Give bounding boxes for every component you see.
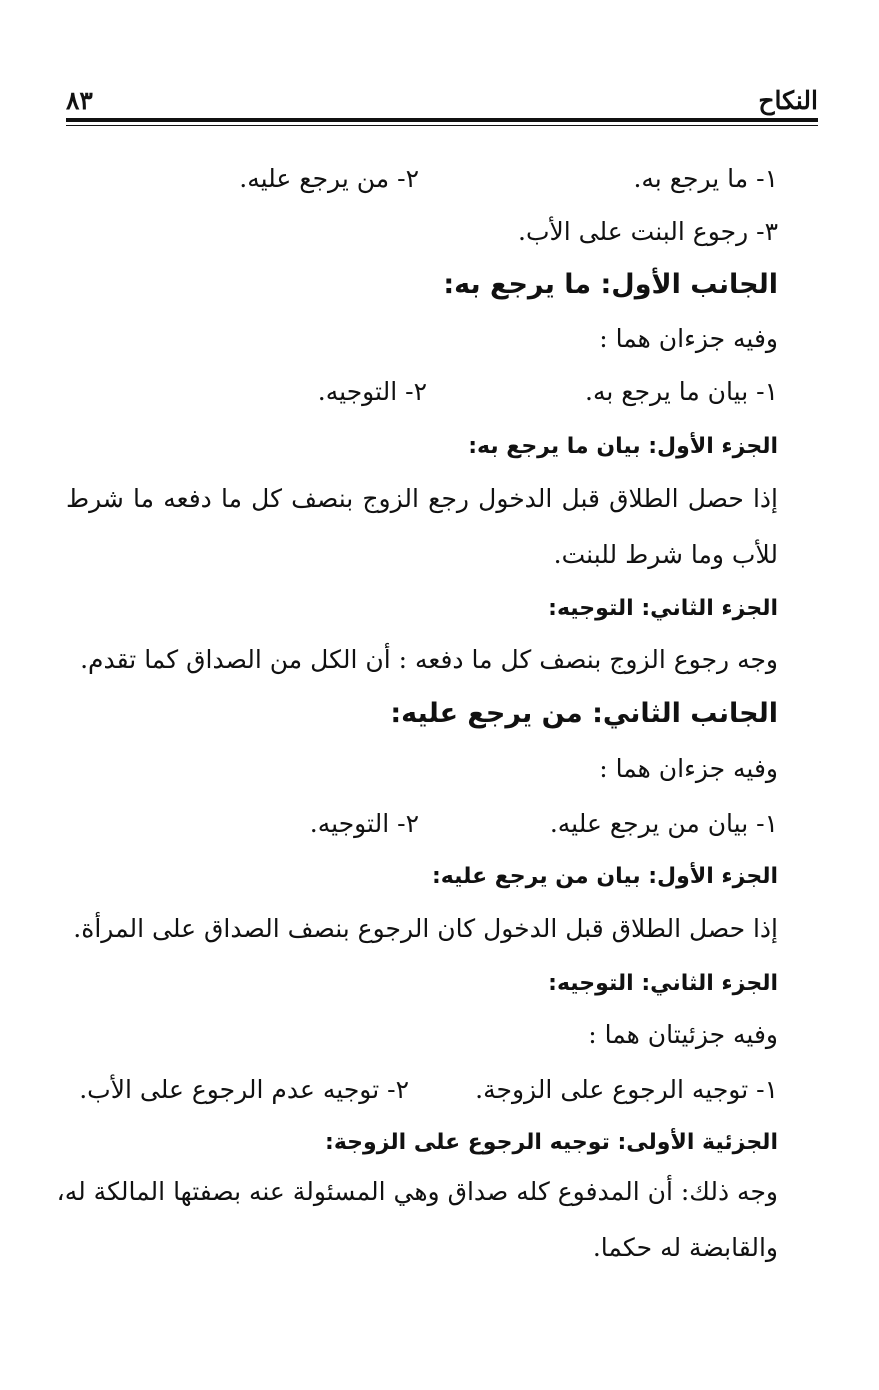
chapter-title: النكاح (758, 86, 818, 115)
list-item: ٣- رجوع البنت على الأب. (518, 217, 778, 246)
subsection-heading: الجزء الأول: بيان من يرجع عليه: (431, 864, 778, 889)
paragraph-line: والقابضة له حكما. (592, 1233, 778, 1262)
list-item: ٢- توجيه عدم الرجوع على الأب. (79, 1075, 409, 1104)
section-heading: الجانب الأول: ما يرجع به: (443, 269, 778, 300)
list-item: ١- توجيه الرجوع على الزوجة. (475, 1075, 778, 1104)
page-number: ٨٣ (66, 86, 93, 115)
paragraph-line: للأب وما شرط للبنت. (553, 540, 778, 569)
subsection-heading: الجزء الأول: بيان ما يرجع به: (468, 434, 778, 459)
page-header (66, 82, 818, 116)
body-line: وفيه جزئيتان هما : (588, 1020, 778, 1049)
list-item: ٢- التوجيه. (309, 809, 419, 838)
paragraph-line: وجه ذلك: أن المدفوع كله صداق وهي المسئولة عنه بصفتها المالكة له، (56, 1177, 778, 1206)
section-heading: الجانب الثاني: من يرجع عليه: (390, 698, 778, 729)
paragraph-line: وجه رجوع الزوج بنصف كل ما دفعه : أن الكل من الصداق كما تقدم. (80, 645, 778, 674)
list-item: ١- بيان من يرجع عليه. (549, 809, 778, 838)
header-rule-thin (66, 125, 818, 126)
list-item: ١- بيان ما يرجع به. (585, 377, 778, 406)
header-rule-thick (66, 118, 818, 122)
body-line: وفيه جزءان هما : (599, 754, 778, 783)
paragraph-line: إذا حصل الطلاق قبل الدخول كان الرجوع بنصف الصداق على المرأة. (73, 914, 778, 943)
list-item: ٢- التوجيه. (317, 377, 427, 406)
subsection-heading: الجزئية الأولى: توجيه الرجوع على الزوجة: (325, 1130, 778, 1155)
list-item: ٢- من يرجع عليه. (239, 164, 419, 193)
subsection-heading: الجزء الثاني: التوجيه: (548, 971, 778, 996)
body-line: وفيه جزءان هما : (599, 324, 778, 353)
subsection-heading: الجزء الثاني: التوجيه: (548, 596, 778, 621)
list-item: ١- ما يرجع به. (633, 164, 778, 193)
paragraph-line: إذا حصل الطلاق قبل الدخول رجع الزوج بنصف كل ما دفعه ما شرط (66, 484, 778, 513)
